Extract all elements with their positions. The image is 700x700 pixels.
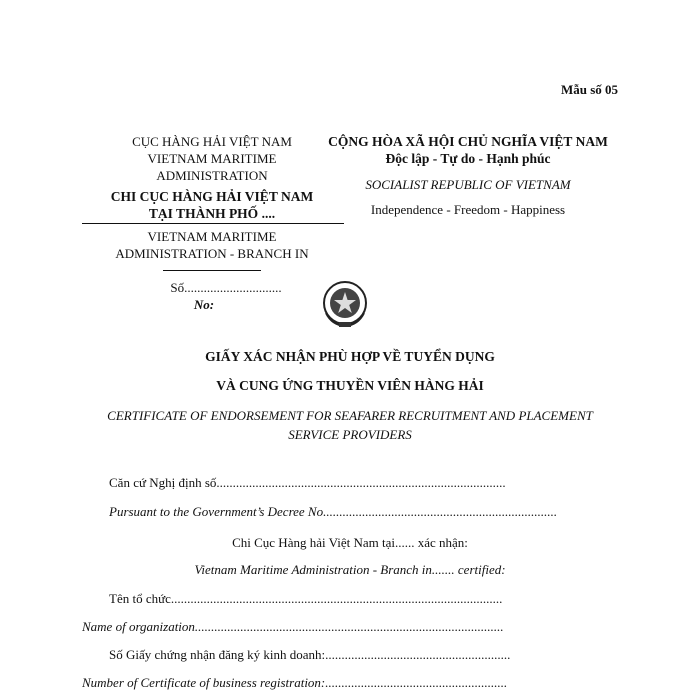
organization-name-field-en: Name of organization...............................................................................................	[82, 619, 504, 634]
title-en-line1: CERTIFICATE OF ENDORSEMENT FOR SEAFARER RECRUITMENT AND PLACEMENT	[107, 408, 593, 423]
republic-motto-en: Independence - Freedom - Happiness	[370, 202, 566, 217]
confirm-text-vn: Chi Cục Hàng hải Việt Nam tại...... xác nhận:	[232, 535, 468, 550]
agency-name-vn: CỤC HÀNG HẢI VIỆT NAM	[132, 134, 292, 149]
decree-field-en: Pursuant to the Government’s Decree No........................................................................	[109, 504, 558, 519]
national-emblem-icon	[318, 279, 372, 329]
registration-certificate-field-en: Number of Certificate of business registration:........................................................	[82, 675, 508, 690]
agency-name-en-2: ADMINISTRATION	[156, 168, 268, 183]
republic-motto-vn: Độc lập - Tự do - Hạnh phúc	[385, 151, 551, 166]
agency-name-en-1: VIETNAM MARITIME	[147, 151, 277, 166]
divider-line	[82, 223, 344, 224]
document-number-field: Số..............................	[170, 280, 282, 295]
branch-name-en-1: VIETNAM MARITIME	[147, 229, 277, 244]
title-en-line2: SERVICE PROVIDERS	[288, 427, 412, 442]
branch-name-en-2: ADMINISTRATION - BRANCH IN	[115, 246, 309, 261]
confirm-text-en: Vietnam Maritime Administration - Branch in....... certified:	[194, 562, 506, 577]
divider-short-line	[163, 270, 261, 271]
republic-block	[328, 133, 608, 218]
form-number: Mẫu số 05	[560, 82, 618, 97]
branch-name-vn-1: CHI CỤC HÀNG HẢI VIỆT NAM	[110, 189, 314, 204]
organization-name-field-vn: Tên tổ chức......................................................................................................	[109, 591, 503, 606]
registration-certificate-field-vn: Số Giấy chứng nhận đăng ký kinh doanh:.........................................................	[109, 647, 511, 662]
branch-name-vn-2: TẠI THÀNH PHỐ ....	[148, 206, 276, 221]
title-vn-line1: GIẤY XÁC NHẬN PHÙ HỢP VỀ TUYỂN DỤNG	[205, 349, 495, 364]
republic-name-en: SOCIALIST REPUBLIC OF VIETNAM	[365, 177, 571, 192]
title-vn-line2: VÀ CUNG ỨNG THUYỀN VIÊN HÀNG HẢI	[216, 378, 484, 393]
issuer-block	[82, 133, 342, 313]
document-number-label-en: No:	[193, 297, 215, 312]
decree-field-vn: Căn cứ Nghị định số.........................................................................................	[109, 475, 506, 490]
republic-name-vn: CỘNG HÒA XÃ HỘI CHỦ NGHĨA VIỆT NAM	[328, 134, 608, 149]
